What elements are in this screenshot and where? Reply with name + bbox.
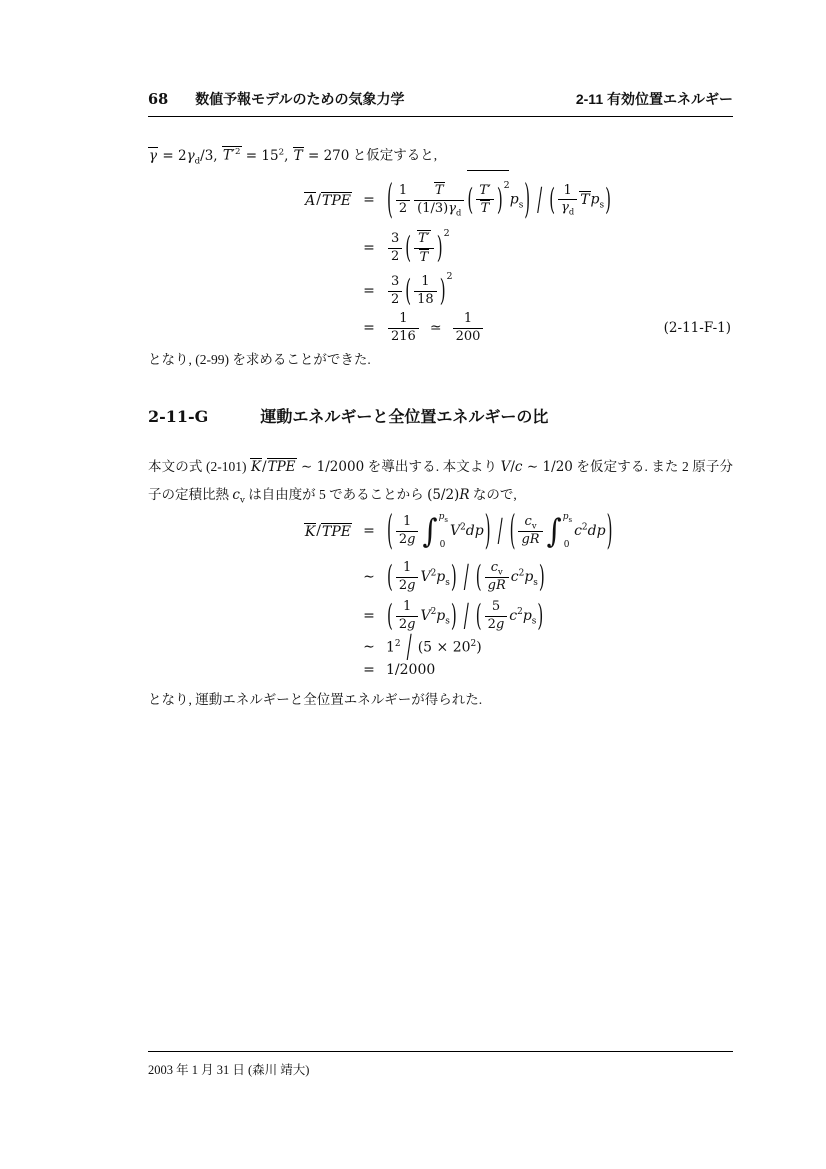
equation-relation: = [363, 240, 375, 256]
equation-block-ape-tpe [148, 175, 733, 345]
assumption-sentence: $\gamma = 2\gamma_d/3$, $T'^2 = 15^2$, T = 270 と仮定すると, [149, 147, 438, 167]
equation-relation: ∼ [363, 639, 375, 655]
equation-lhs: K / TPE [304, 523, 351, 540]
book-title: 数値予報モデルのための気象力学 [195, 91, 405, 107]
equation-rhs: $\frac{3}{2}$ ( $\frac{1}{18}$ )$^2$ [386, 274, 453, 308]
conclusion-sentence-1: となり, (2-99) を求めることができた. [148, 352, 371, 367]
section-title: 運動エネルギーと全位置エネルギーの比 [260, 409, 549, 426]
equation-row [148, 556, 733, 598]
equation-row [148, 660, 733, 680]
equation-relation: = [363, 662, 375, 678]
equation-rhs: ( $\frac{1}{2g}$ $V^2p_s$) / ( $\frac{5}{2g}$ $c^2p_s$) [387, 596, 544, 634]
equation-rhs: $\frac{3}{2}$ ( $\frac{T'}{T}$ )$^2$ [386, 230, 450, 266]
equation-lhs: A / TPE [305, 192, 351, 209]
equation-row [148, 627, 733, 666]
equation-rhs: 1/2000 [386, 662, 436, 678]
equation-row [148, 175, 733, 225]
footer-date-author: 2003 年 1 月 31 日 (森川 靖大) [148, 1063, 310, 1077]
section-number: 2-11-G [148, 407, 209, 426]
section-heading [148, 404, 548, 427]
equation-row [148, 271, 733, 311]
equation-relation: = [363, 608, 375, 624]
page-header [148, 89, 733, 117]
page-footer [148, 1051, 733, 1078]
equation-row [148, 311, 733, 345]
equation-rhs: $1^2 / (5 \times 20^2)$ [386, 627, 482, 666]
derivation-paragraph: 本文の式 (2-101) K/TPE ∼ 1/2000 を導出する. 本文より V/c ∼ 1/20 を仮定する. また 2 原子分子の定積比熱 $c_v$ は自由度が 5 であることから (5/2)R なので, [148, 459, 734, 506]
equation-row [148, 225, 733, 271]
equation-rhs: $\frac{1}{216}$ ≃ $\frac{1}{200}$ [386, 311, 485, 345]
equation-relation: = [363, 523, 375, 539]
running-section-title: 2-11 有効位置エネルギー [575, 91, 733, 107]
equation-relation: = [363, 283, 375, 299]
equation-block-ke-tpe [148, 506, 733, 680]
equation-rhs: ( $\frac{1}{2g}$ ∫ $p_s$ 0 $V^2dp$) / ( $\frac{c_v}{gR}$ ∫ $p_s$ 0 $c^2dp$) [387, 505, 613, 554]
conclusion-sentence-2: となり, 運動エネルギーと全位置エネルギーが得られた. [148, 692, 483, 707]
equation-row [148, 506, 733, 556]
equation-number: (2-11-F-1) [663, 320, 731, 336]
equation-relation: = [363, 192, 375, 208]
page-number: 68 [148, 91, 169, 108]
equation-relation: ∼ [363, 569, 375, 585]
equation-relation: = [363, 320, 375, 336]
equation-rhs: ( $\frac{1}{2g}$ $V^2p_s$) / ( $\frac{c_v}{gR}$ $c^2p_s$) [387, 557, 545, 595]
equation-rhs: ( $\frac{1}{2}$ $\frac{T}{(1/3)\gamma_d}$ ( $\frac{T'}{T}$ )$^2p_s$) / ( $\frac{1}{\gamma_d}$ $Tp_s$) [387, 174, 611, 223]
equation-row [148, 598, 733, 634]
